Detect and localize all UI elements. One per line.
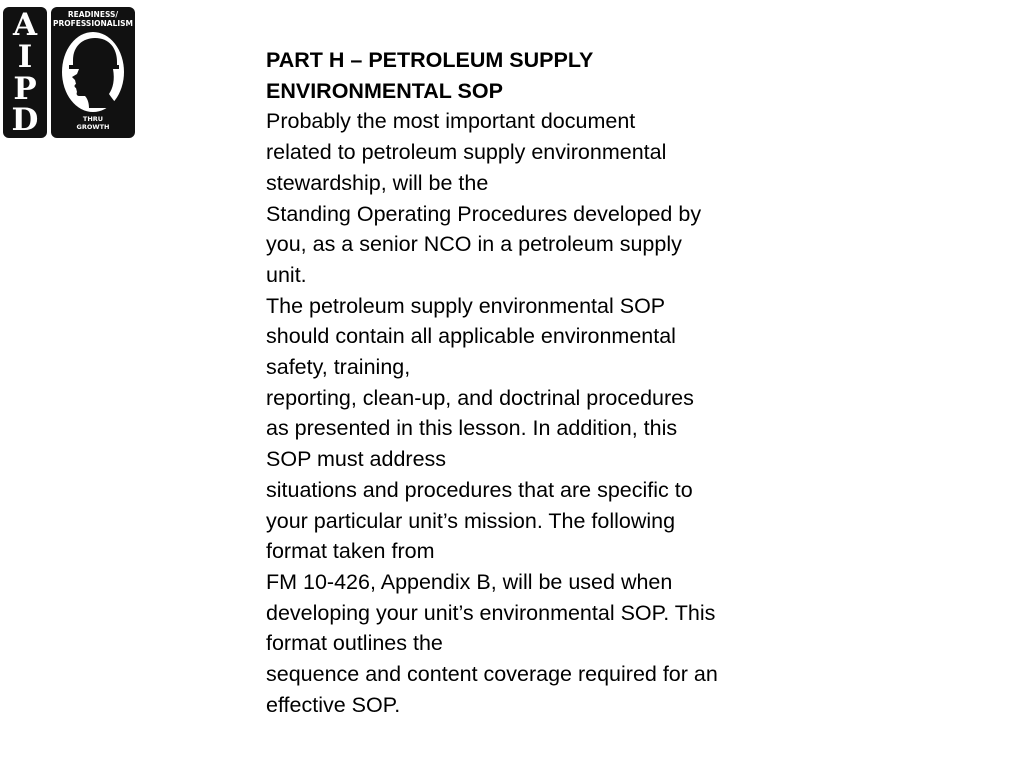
- logo-letter-i: I: [17, 39, 33, 75]
- soldier-helmet-icon: [59, 30, 127, 114]
- body-line: should contain all applicable environmental: [266, 324, 676, 349]
- badge-bottom-text: [51, 115, 135, 131]
- body-line: effective SOP.: [266, 692, 401, 717]
- body-line: SOP must address: [266, 447, 447, 472]
- body-line: developing your unit’s environmental SOP. This: [266, 600, 716, 625]
- body-line: unit.: [266, 262, 307, 287]
- section-heading-line: PART H – PETROLEUM SUPPLY: [266, 48, 594, 72]
- body-line: safety, training,: [266, 355, 411, 380]
- logo-letter-a: A: [12, 7, 38, 43]
- body-line: format taken from: [266, 539, 435, 564]
- body-line: The petroleum supply environmental SOP: [266, 293, 666, 318]
- document-text: [266, 45, 766, 720]
- logo-badge: [51, 7, 135, 138]
- body-line: Probably the most important document: [266, 109, 636, 134]
- badge-bottom-line: GROWTH: [76, 123, 110, 131]
- badge-top-line: PROFESSIONALISM: [52, 19, 134, 28]
- body-line: sequence and content coverage required for an: [266, 662, 718, 687]
- body-line: you, as a senior NCO in a petroleum supply: [266, 232, 682, 257]
- logo-letters-panel: [3, 7, 47, 138]
- body-line: stewardship, will be the: [266, 170, 489, 195]
- body-line: related to petroleum supply environmental: [266, 140, 667, 165]
- badge-top-line: READINESS/: [67, 10, 119, 19]
- badge-bottom-line: THRU: [82, 115, 104, 123]
- logo-letter-p: P: [13, 71, 37, 107]
- body-line: format outlines the: [266, 631, 443, 656]
- body-line: your particular unit’s mission. The following: [266, 508, 676, 533]
- section-heading-line: ENVIRONMENTAL SOP: [266, 78, 503, 103]
- body-line: as presented in this lesson. In addition, this: [266, 416, 678, 441]
- aipd-logo: [3, 7, 135, 138]
- logo-letter-d: D: [11, 102, 39, 138]
- badge-top-text: [51, 10, 135, 28]
- body-line: Standing Operating Procedures developed by: [266, 201, 702, 226]
- body-line: FM 10-426, Appendix B, will be used when: [266, 569, 673, 594]
- body-line: situations and procedures that are specific to: [266, 477, 693, 502]
- body-line: reporting, clean-up, and doctrinal procedures: [266, 385, 694, 410]
